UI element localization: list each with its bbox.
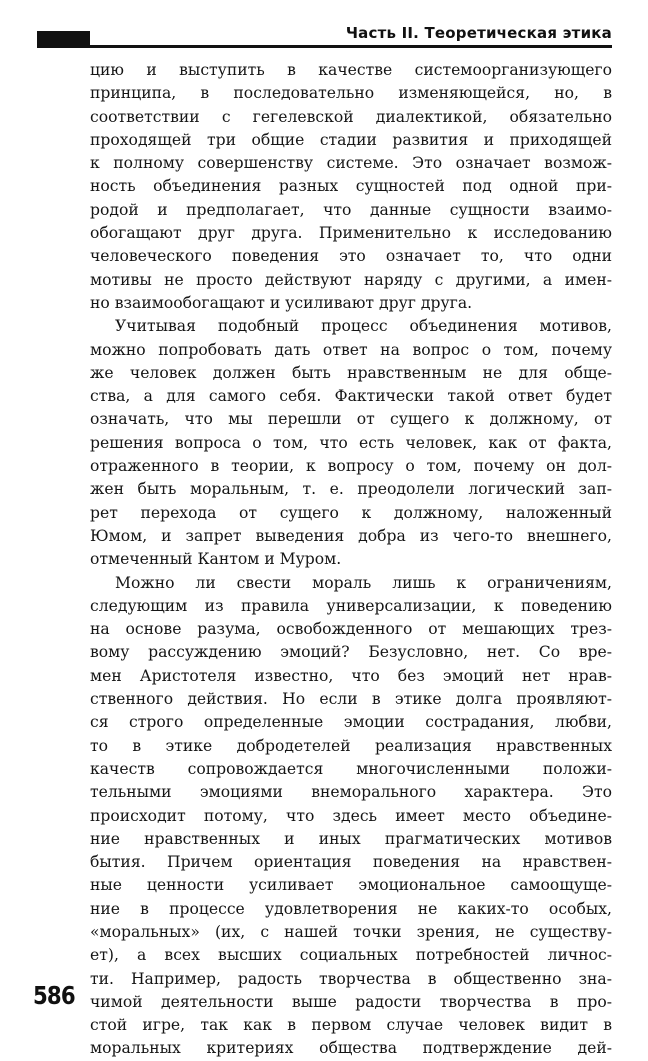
text-line: обогащают друг друга. Применительно к исследованию bbox=[90, 224, 612, 243]
text-line: мен Аристотеля известно, что без эмоций нет нрав- bbox=[90, 666, 612, 685]
text-line: следующим из правила универсализации, к поведению bbox=[90, 596, 612, 615]
text-line: тельными эмоциями внеморального характера. Это bbox=[90, 783, 612, 802]
text-line: ти. Например, радость творчества в общественно зна- bbox=[90, 969, 612, 988]
page-number: 586 bbox=[33, 981, 75, 1010]
text-line: человеческого поведения это означает то, что одни bbox=[90, 247, 612, 266]
text-line: качеств сопровождается многочисленными положи- bbox=[90, 759, 612, 778]
text-line: Юмом, и запрет выведения добра из чего-то внешнего, bbox=[90, 526, 612, 545]
text-line: ние нравственных и иных прагматических мотивов bbox=[90, 829, 612, 848]
text-line: чимой деятельности выше радости творчества в про- bbox=[90, 992, 612, 1011]
text-line: жен быть моральным, т. е. преодолели логический зап- bbox=[90, 480, 612, 499]
text-line: ние в процессе удовлетворения не каких-то особых, bbox=[90, 899, 612, 918]
paragraph bbox=[90, 315, 612, 571]
text-line: стой игре, так как в первом случае человек видит в bbox=[90, 1016, 612, 1035]
text-line: к полному совершенству системе. Это означает возмож- bbox=[90, 154, 612, 173]
text-line: можно попробовать дать ответ на вопрос о том, почему bbox=[90, 340, 612, 359]
text-line: решения вопроса о том, что есть человек, как от факта, bbox=[90, 433, 612, 452]
text-line: вому рассуждению эмоций? Безусловно, нет. Со вре- bbox=[90, 643, 612, 662]
text-line: родой и предполагает, что данные сущности взаимо- bbox=[90, 200, 612, 219]
running-head: Часть II. Теоретическая этика bbox=[345, 24, 612, 42]
text-line: соответствии с гегелевской диалектикой, обязательно bbox=[90, 107, 612, 126]
text-line: мотивы не просто действуют наряду с другими, а имен- bbox=[90, 270, 612, 289]
text-line: то в этике добродетелей реализация нравственных bbox=[90, 736, 612, 755]
text-line: ства, а для самого себя. Фактически такой ответ будет bbox=[90, 387, 612, 406]
header-black-bar bbox=[37, 31, 90, 46]
text-line: «моральных» (их, с нашей точки зрения, не существу- bbox=[90, 922, 612, 941]
text-line: происходит потому, что здесь имеет место объедине- bbox=[90, 806, 612, 825]
text-line: моральных критериях общества подтверждение дей- bbox=[90, 1039, 612, 1058]
text-line: ся строго определенные эмоции сострадания, любви, bbox=[90, 713, 612, 732]
text-line: принципа, в последовательно изменяющейся, но, в bbox=[90, 84, 612, 103]
text-line: на основе разума, освобожденного от мешающих трез- bbox=[90, 620, 612, 639]
paragraph bbox=[90, 572, 612, 1061]
text-line: отраженного в теории, к вопросу о том, почему он дол- bbox=[90, 457, 612, 476]
body-text bbox=[90, 59, 612, 1061]
text-line: означать, что мы перешли от сущего к должному, от bbox=[90, 410, 612, 429]
text-line: Учитывая подобный процесс объединения мотивов, bbox=[115, 317, 612, 336]
text-line: цию и выступить в качестве системоорганизующего bbox=[90, 61, 612, 79]
text-line: же человек должен быть нравственным не для обще- bbox=[90, 363, 612, 382]
header-rule bbox=[37, 45, 612, 48]
paragraph bbox=[90, 59, 612, 315]
text-line: рет перехода от сущего к должному, наложенный bbox=[90, 503, 612, 522]
text-line: Можно ли свести мораль лишь к ограничениям, bbox=[115, 573, 612, 592]
text-line: ные ценности усиливает эмоциональное самоощуще- bbox=[90, 876, 612, 895]
text-line: ственного действия. Но если в этике долга проявляют- bbox=[90, 690, 612, 709]
text-line: отмеченный Кантом и Муром. bbox=[90, 550, 342, 569]
text-line: но взаимообогащают и усиливают друг друга. bbox=[90, 293, 473, 312]
text-line: проходящей три общие стадии развития и приходящей bbox=[90, 130, 612, 149]
text-line: бытия. Причем ориентация поведения на нравствен- bbox=[90, 853, 612, 872]
text-line: ность объединения разных сущностей под одной при- bbox=[90, 177, 612, 196]
text-line: ет), а всех высших социальных потребностей личнос- bbox=[90, 946, 612, 965]
